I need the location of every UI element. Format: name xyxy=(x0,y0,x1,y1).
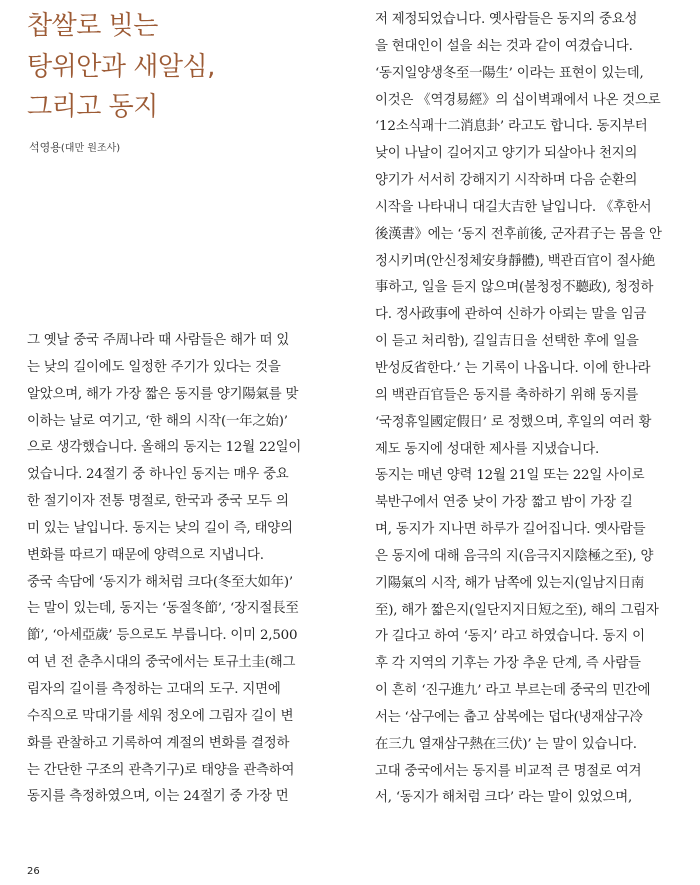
body-text-line: 북반구에서 연중 낮이 가장 짧고 밤이 가장 길 xyxy=(375,495,633,511)
body-column-right xyxy=(375,7,670,812)
body-text-line: 서는 ‘삼구에는 춥고 삼복에는 덥다(냉재삼구冷 xyxy=(375,709,643,725)
body-text-line: 기陽氣의 시작, 해가 남쪽에 있는지(일남지日南 xyxy=(375,575,645,591)
body-text-line: 한 절기이자 전통 명절로, 한국과 중국 모두 의 xyxy=(27,494,289,510)
body-text-line: 낮이 나날이 길어지고 양기가 되살아나 천지의 xyxy=(375,146,638,162)
body-text-line: 이하는 날로 여기고, ‘한 해의 시작(一年之始)’ xyxy=(27,413,288,429)
body-text-line: 저 제정되었습니다. 옛사람들은 동지의 중요성 xyxy=(375,12,638,27)
body-text-line: ‘12소식괘十二消息卦’ 라고도 합니다. 동지부터 xyxy=(375,119,648,135)
body-text-line: 節’, ‘아세亞歲’ 등으로도 부릅니다. 이미 2,500 xyxy=(27,628,298,644)
body-text-line: 至), 해가 짧은지(일단지지日短之至), 해의 그림자 xyxy=(375,602,659,618)
body-text-line: 이것은 《역경易經》의 십이벽괘에서 나온 것으로 xyxy=(375,92,661,108)
body-text-line: 림자의 길이를 측정하는 고대의 도구. 지면에 xyxy=(27,681,281,697)
body-text-line: 정시키며(안신정체安身靜體), 백관百官이 절사絶 xyxy=(375,253,656,269)
author-role: (대만 원조사) xyxy=(60,143,121,154)
body-text-line: 동지를 측정하였으며, 이는 24절기 중 가장 먼 xyxy=(27,789,289,805)
body-text-line: ‘국정휴일國定假日’ 로 정했으며, 후일의 여러 황 xyxy=(375,414,652,430)
body-text-line: 은 동지에 대해 음극의 지(음극지지陰極之至), 양 xyxy=(375,548,654,564)
body-text-line: ‘동지일양생冬至一陽生’ 이라는 표현이 있는데, xyxy=(375,65,644,81)
body-text-line: 화를 관찰하고 기록하여 계절의 변화를 결정하 xyxy=(27,735,290,751)
body-text-line: 제도 동지에 성대한 제사를 지냈습니다. xyxy=(375,441,600,457)
body-text-line: 後漢書》에는 ‘동지 전후前後, 군자君子는 몸을 안 xyxy=(375,226,662,242)
body-text-line: 서, ‘동지가 해처럼 크다’ 라는 말이 있었으며, xyxy=(375,790,633,806)
title-line-1: 찹쌀로 빚는 xyxy=(27,11,158,41)
body-text-line: 여 년 전 춘추시대의 중국에서는 토규土圭(해그 xyxy=(27,655,296,671)
author-name: 석영용 xyxy=(29,141,61,154)
body-text-line: 었습니다. 24절기 중 하나인 동지는 매우 중요 xyxy=(27,467,289,483)
article-title xyxy=(27,6,215,128)
body-column-left xyxy=(27,328,322,811)
title-line-2: 탕위안과 새알심, xyxy=(27,51,215,82)
body-text-line: 변화를 따르기 때문에 양력으로 지냅니다. xyxy=(27,547,264,563)
body-text-line: 는 말이 있는데, 동지는 ‘동절冬節’, ‘장지절長至 xyxy=(27,601,299,617)
body-text-line: 반성反省한다.’ 는 기록이 나옵니다. 이에 한나라 xyxy=(375,360,651,376)
body-text-line: 며, 동지가 지나면 하루가 길어집니다. 옛사람들 xyxy=(375,522,646,538)
body-text-line: 으로 생각했습니다. 올해의 동지는 12월 22일이 xyxy=(27,440,302,456)
body-text-line: 중국 속담에 ‘동지가 해처럼 크다(冬至大如年)’ xyxy=(27,574,293,590)
body-text-line: 미 있는 날입니다. 동지는 낮의 길이 즉, 태양의 xyxy=(27,520,293,536)
body-text-line: 의 백관百官들은 동지를 축하하기 위해 동지를 xyxy=(375,387,639,403)
body-text-line: 고대 중국에서는 동지를 비교적 큰 명절로 여겨 xyxy=(375,763,642,779)
page-number: 26 xyxy=(27,866,40,877)
body-text-line: 후 각 지역의 기후는 가장 추운 단계, 즉 사람들 xyxy=(375,656,641,672)
body-text-line: 事하고, 일을 듣지 않으며(불청정不聽政), 청정하 xyxy=(375,280,654,296)
body-text-line: 다. 정사政事에 관하여 신하가 아뢰는 말을 임금 xyxy=(375,307,647,323)
body-text-line: 그 옛날 중국 주周나라 때 사람들은 해가 떠 있 xyxy=(27,333,290,348)
body-text-line: 시작을 나타내니 대길大吉한 날입니다. 《후한서 xyxy=(375,199,652,215)
author-byline xyxy=(29,139,120,155)
body-text-line: 는 간단한 구조의 관측기구)로 태양을 관측하여 xyxy=(27,762,295,778)
body-text-line: 양기가 서서히 강해지기 시작하며 다음 순환의 xyxy=(375,173,638,189)
body-text-line: 가 길다고 하여 ‘동지’ 라고 하였습니다. 동지 이 xyxy=(375,629,645,645)
body-text-line: 수직으로 막대기를 세워 정오에 그림자 길이 변 xyxy=(27,708,294,724)
body-text-line: 在三九 열재삼구熱在三伏)’ 는 말이 있습니다. xyxy=(375,736,637,752)
body-text-line: 는 낮의 길이에도 일정한 주기가 있다는 것을 xyxy=(27,359,281,375)
body-text-line: 알았으며, 해가 가장 짧은 동지를 양기陽氣를 맞 xyxy=(27,386,299,402)
body-text-line: 동지는 매년 양력 12월 21일 또는 22일 사이로 xyxy=(375,468,645,484)
body-text-line: 이 듣고 처리함), 길일吉日을 선택한 후에 일을 xyxy=(375,334,639,350)
title-line-3: 그리고 동지 xyxy=(27,92,158,122)
body-text-line: 이 흔히 ‘진구進九’ 라고 부르는데 중국의 민간에 xyxy=(375,683,651,699)
body-text-line: 을 현대인이 설을 쇠는 것과 같이 여겼습니다. xyxy=(375,38,633,54)
